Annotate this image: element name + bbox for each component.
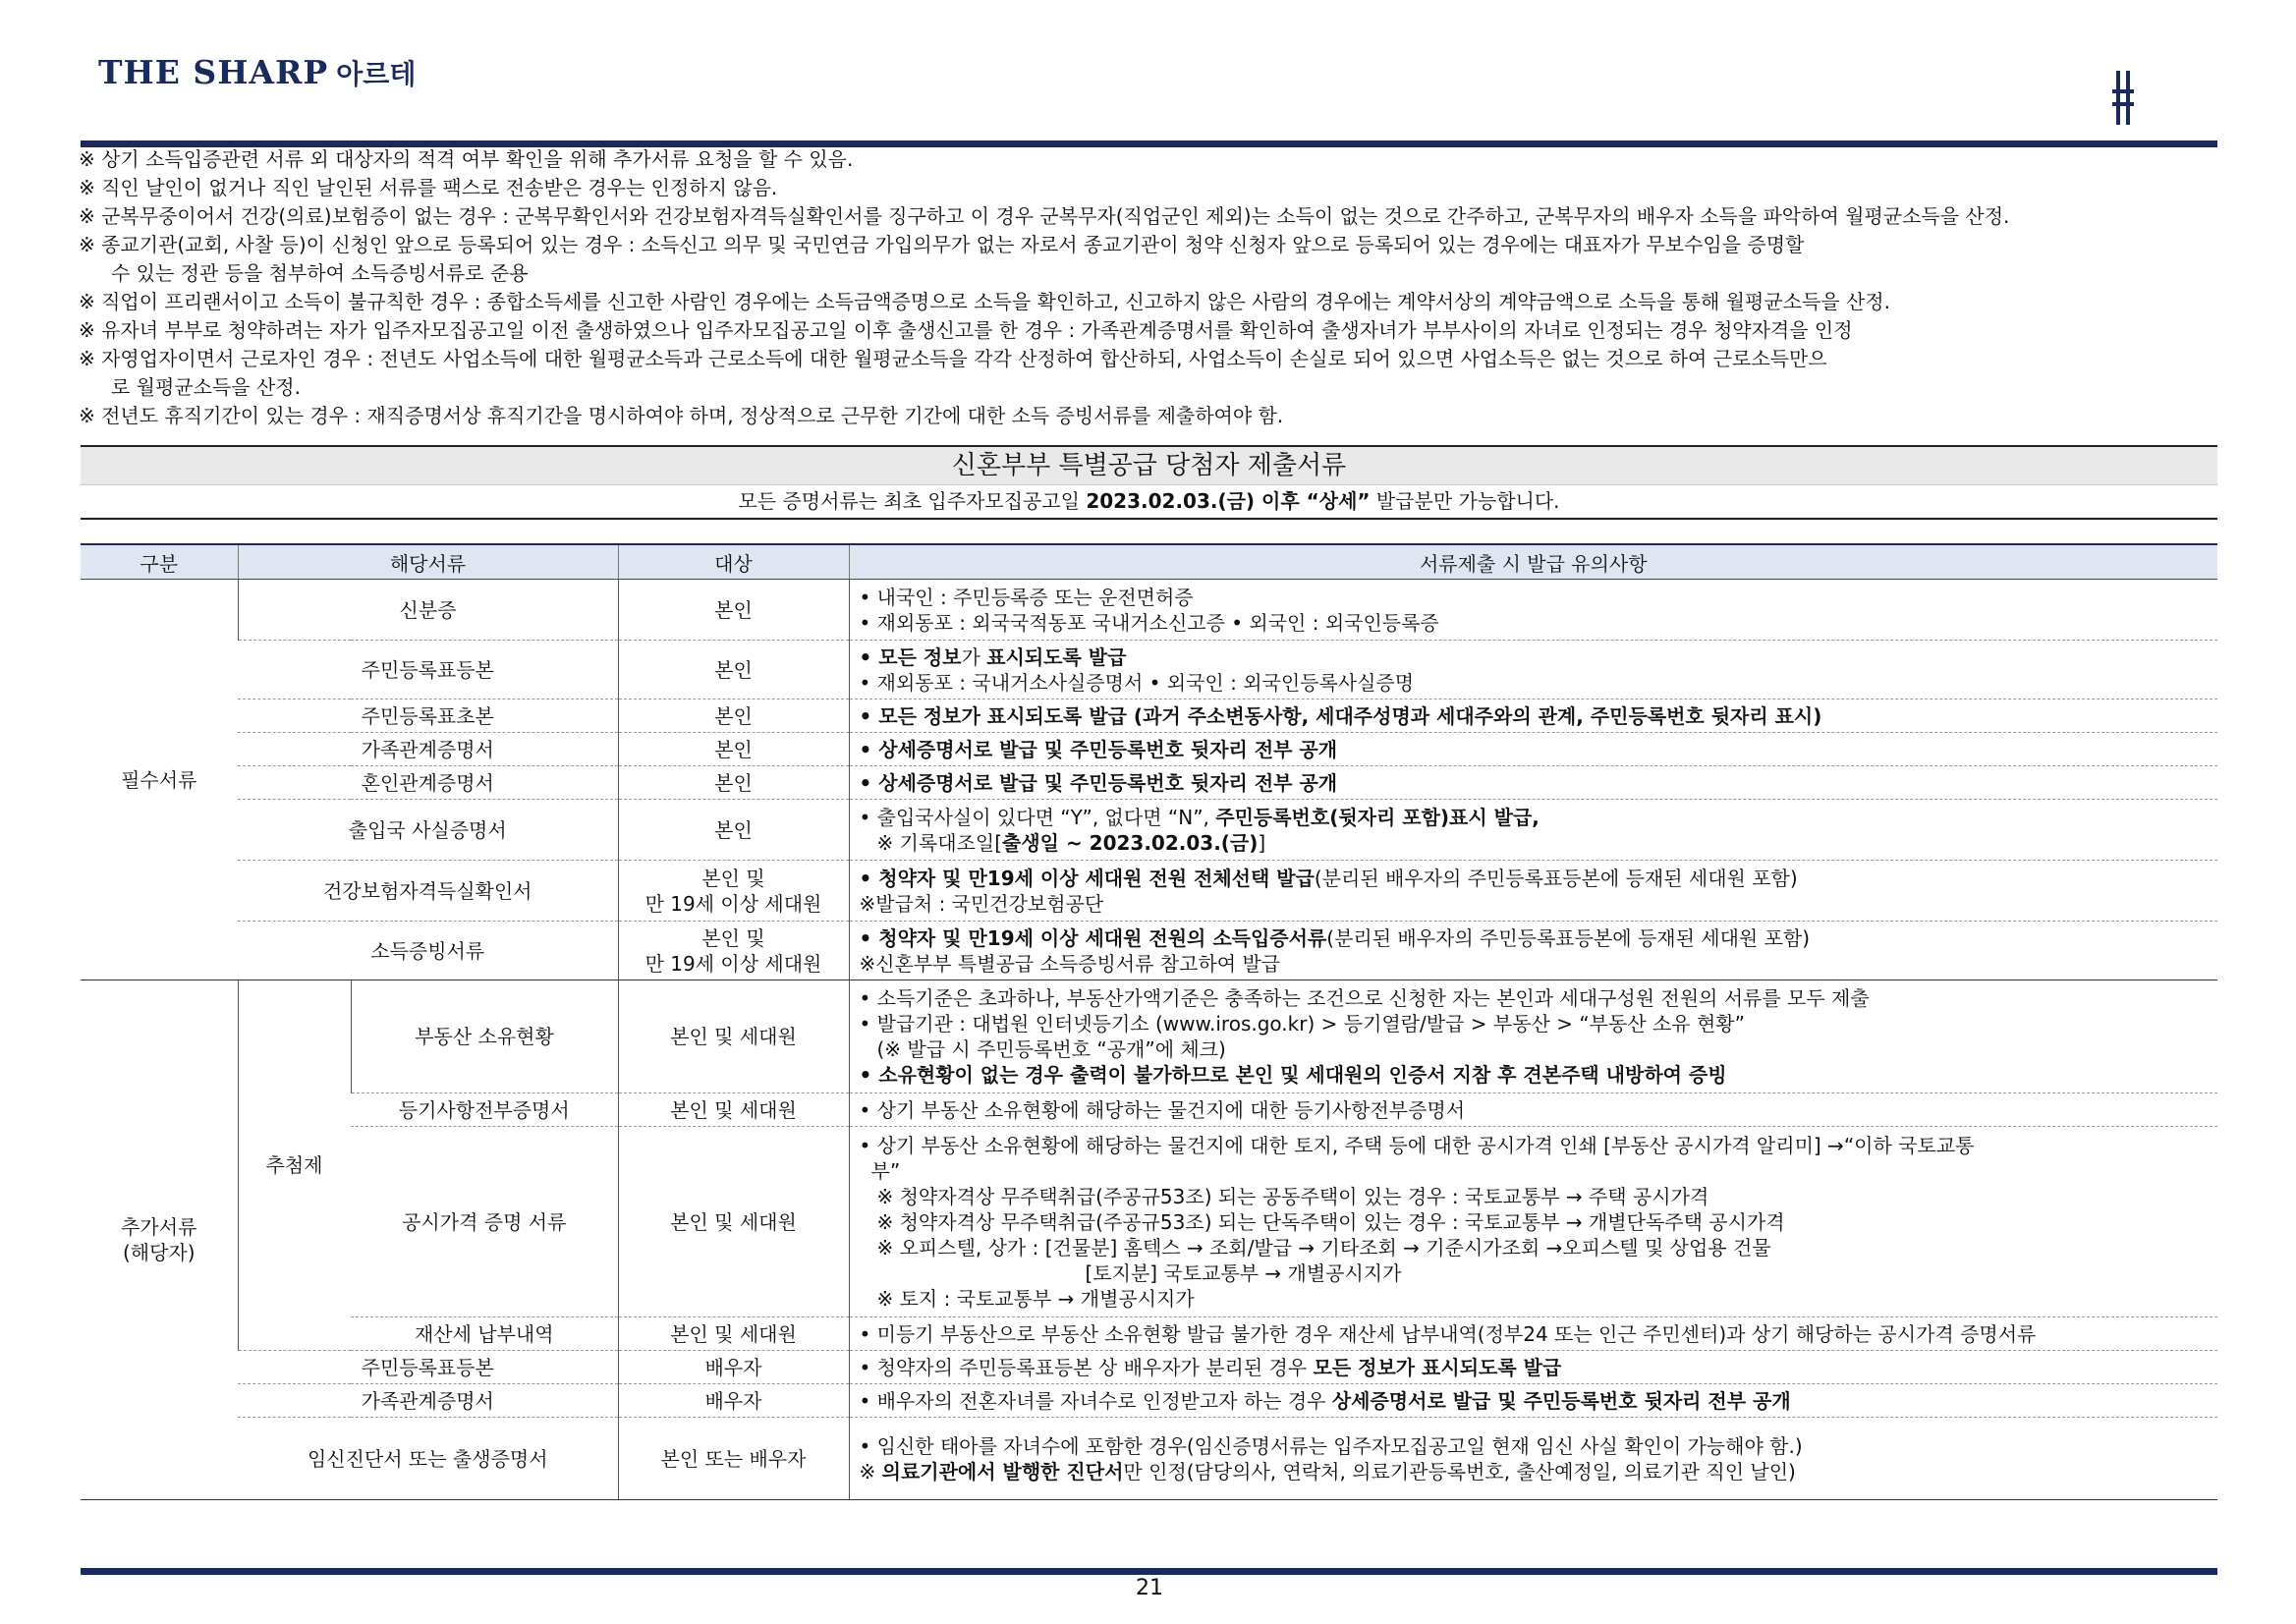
section-subtitle <box>81 485 2217 517</box>
doc-notes <box>849 1317 2217 1351</box>
note-item: ※ 자영업자이면서 근로자인 경우 : 전년도 사업소득에 대한 월평균소득과 근로소득에 대한 월평균소득을 각각 산정하여 합산하되, 사업소득이 손실로 되어 있으면 사업소득은 없는 것으로 하여 근로소득만으 <box>79 347 1827 370</box>
note-item: ※ 군복무중이어서 건강(의료)보험증이 없는 경우 : 군복무확인서와 건강보험자격득실확인서를 징구하고 이 경우 군복무자(직업군인 제외)는 소득이 없는 것으로 간주하고, 군복무자의 배우자 소득을 파악하여 월평균소득을 산정. <box>79 204 2010 228</box>
note-line: • 모든 정보가 표시되도록 발급 <box>859 644 1127 669</box>
doc-name: 출입국 사실증명서 <box>238 800 618 861</box>
note-line: • 상기 부동산 소유현황에 해당하는 물건지에 대한 등기사항전부증명서 <box>859 1097 1466 1122</box>
table-row <box>81 580 2217 641</box>
doc-target: 본인 및 만 19세 이상 세대원 <box>618 861 849 922</box>
doc-target: 본인 및 세대원 <box>618 980 849 1093</box>
table-row <box>81 980 2217 1093</box>
note-line: ※ 청약자격상 무주택취급(주공규53조) 되는 공동주택이 있는 경우 : 국토교통부 → 주택 공시가격 <box>876 1184 1709 1208</box>
note-line: (※ 발급 시 주민등록번호 “공개”에 체크) <box>876 1037 1226 1061</box>
note-line: • 청약자의 주민등록표등본 상 배우자가 분리된 경우 모든 정보가 표시되도록 발급 <box>859 1355 1562 1379</box>
table-row <box>81 1127 2217 1317</box>
doc-name: 부동산 소유현황 <box>351 980 618 1093</box>
doc-notes <box>849 700 2217 733</box>
note-line: ※신혼부부 특별공급 소득증빙서류 참고하여 발급 <box>859 951 1281 976</box>
doc-name: 임신진단서 또는 출생증명서 <box>238 1418 618 1500</box>
note-line: • 청약자 및 만19세 이상 세대원 전원의 소득입증서류(분리된 배우자의 주민등록표등본에 등재된 세대원 포함) <box>859 925 1811 950</box>
note-item: ※ 전년도 휴직기간이 있는 경우 : 재직증명서상 휴직기간을 명시하여야 하며, 정상적으로 근무한 기간에 대한 소득 증빙서류를 제출하여야 함. <box>79 404 1284 427</box>
group-additional: 추가서류 (해당자) <box>81 980 238 1500</box>
doc-notes <box>849 580 2217 641</box>
doc-target: 본인 및 세대원 <box>618 1317 849 1351</box>
note-line: • 발급기관 : 대법원 인터넷등기소 (www.iros.go.kr) > 등기열람/발급 > 부동산 > “부동산 소유 현황” <box>859 1012 1745 1036</box>
doc-name: 소득증빙서류 <box>238 922 618 980</box>
doc-notes <box>849 1418 2217 1500</box>
note-line: ※ 의료기관에서 발행한 진단서만 인정(담당의사, 연락처, 의료기관등록번호, 출산예정일, 의료기관 직인 날인) <box>859 1459 1796 1484</box>
table-row <box>81 641 2217 700</box>
doc-name: 주민등록표등본 <box>238 1351 618 1384</box>
note-item-continued: 로 월평균소득을 산정. <box>111 375 301 399</box>
doc-name: 등기사항전부증명서 <box>351 1093 618 1127</box>
note-line: ※발급처 : 국민건강보험공단 <box>859 891 1104 916</box>
note-line: [토지분] 국토교통부 → 개별공시지가 <box>1085 1260 1402 1285</box>
group-required: 필수서류 <box>81 580 238 980</box>
doc-notes <box>849 641 2217 700</box>
note-line: • 모든 정보가 표시되도록 발급 (과거 주소변동사항, 세대주성명과 세대주와의 관계, 주민등록번호 뒷자리 표시) <box>859 703 1822 728</box>
note-line: • 내국인 : 주민등록증 또는 운전면허증 <box>859 585 1194 609</box>
note-line: • 소유현황이 없는 경우 출력이 불가하므로 본인 및 세대원의 인증서 지참 후 견본주택 내방하여 증빙 <box>859 1063 1727 1087</box>
table-row <box>81 1093 2217 1127</box>
section-subtitle-date: 2023.02.03.(금) 이후 “상세” <box>1086 489 1371 513</box>
note-line: • 배우자의 전혼자녀를 자녀수로 인정받고자 하는 경우 상세증명서로 발급 및 주민등록번호 뒷자리 전부 공개 <box>859 1388 1791 1413</box>
note-item: ※ 종교기관(교회, 사찰 등)이 신청인 앞으로 등록되어 있는 경우 : 소득신고 의무 및 국민연금 가입의무가 없는 자로서 종교기관이 청약 신청자 앞으로 등록되어 있는 경우에는 대표자가 무보수임을 증명할 <box>79 233 1805 256</box>
footer-divider <box>81 1568 2217 1575</box>
brand-logo <box>98 53 416 92</box>
doc-target: 본인 또는 배우자 <box>618 1418 849 1500</box>
note-line: 부” <box>870 1158 901 1183</box>
doc-name: 신분증 <box>238 580 618 641</box>
header-target: 대상 <box>618 544 849 580</box>
doc-target: 본인 및 세대원 <box>618 1127 849 1317</box>
doc-name: 건강보험자격득실확인서 <box>238 861 618 922</box>
doc-name: 주민등록표등본 <box>238 641 618 700</box>
doc-target: 본인 <box>618 641 849 700</box>
note-line: • 소득기준은 초과하나, 부동산가액기준은 충족하는 조건으로 신청한 자는 본인과 세대구성원 전원의 서류를 모두 제출 <box>859 986 1870 1010</box>
table-row <box>81 1384 2217 1418</box>
table-row <box>81 922 2217 980</box>
doc-name: 가족관계증명서 <box>238 733 618 766</box>
doc-target: 본인 <box>618 766 849 800</box>
note-line: • 상세증명서로 발급 및 주민등록번호 뒷자리 전부 공개 <box>859 737 1338 761</box>
note-item: ※ 직인 날인이 없거나 직인 날인된 서류를 팩스로 전송받은 경우는 인정하지 않음. <box>79 176 778 199</box>
header-document: 해당서류 <box>238 544 618 580</box>
table-row <box>81 861 2217 922</box>
table-row <box>81 1317 2217 1351</box>
section-subtitle-post: 발급분만 가능합니다. <box>1370 489 1560 513</box>
sharp-symbol-icon <box>2112 71 2134 125</box>
brand-name-en: THE SHARP <box>98 53 329 91</box>
section-subtitle-pre: 모든 증명서류는 최초 입주자모집공고일 <box>738 489 1087 513</box>
note-line: ※ 오피스텔, 상가 : [건물분] 홈텍스 → 조회/발급 → 기타조회 → 기준시가조회 →오피스텔 및 상업용 건물 <box>876 1235 1771 1260</box>
doc-notes <box>849 800 2217 861</box>
documents-table <box>81 543 2217 1500</box>
note-item-continued: 수 있는 정관 등을 첨부하여 소득증빙서류로 준용 <box>111 261 529 285</box>
doc-name: 재산세 납부내역 <box>351 1317 618 1351</box>
note-line: • 재외동포 : 국내거소사실증명서 • 외국인 : 외국인등록사실증명 <box>859 670 1415 695</box>
subgroup-lottery: 추첨제 <box>238 980 351 1351</box>
header-category: 구분 <box>81 544 238 580</box>
notes-list <box>79 145 2220 430</box>
section-title: 신혼부부 특별공급 당첨자 제출서류 <box>81 447 2217 485</box>
doc-target: 본인 <box>618 800 849 861</box>
note-line: • 상기 부동산 소유현황에 해당하는 물건지에 대한 토지, 주택 등에 대한 공시가격 인쇄 [부동산 공시가격 알리미] →“이하 국토교통 <box>859 1133 1975 1157</box>
section-header <box>81 445 2217 520</box>
note-line: ※ 청약자격상 무주택취급(주공규53조) 되는 단독주택이 있는 경우 : 국토교통부 → 개별단독주택 공시가격 <box>876 1209 1785 1234</box>
doc-notes <box>849 766 2217 800</box>
doc-notes <box>849 1093 2217 1127</box>
doc-target: 본인 <box>618 700 849 733</box>
doc-notes <box>849 1127 2217 1317</box>
table-row <box>81 800 2217 861</box>
doc-name: 공시가격 증명 서류 <box>351 1127 618 1317</box>
doc-target: 본인 및 세대원 <box>618 1093 849 1127</box>
doc-target: 본인 <box>618 580 849 641</box>
doc-name: 혼인관계증명서 <box>238 766 618 800</box>
brand-name-ko: 아르테 <box>336 58 417 90</box>
doc-name: 주민등록표초본 <box>238 700 618 733</box>
doc-target: 본인 <box>618 733 849 766</box>
note-line: • 임신한 태아를 자녀수에 포함한 경우(임신증명서류는 입주자모집공고일 현재 임신 사실 확인이 가능해야 함.) <box>859 1433 1803 1458</box>
table-row <box>81 1418 2217 1500</box>
doc-name: 가족관계증명서 <box>238 1384 618 1418</box>
page-number: 21 <box>1136 1576 1163 1600</box>
doc-target: 배우자 <box>618 1384 849 1418</box>
doc-notes <box>849 733 2217 766</box>
note-line: • 재외동포 : 외국국적동포 국내거소신고증 • 외국인 : 외국인등록증 <box>859 610 1439 635</box>
table-row <box>81 733 2217 766</box>
note-item: ※ 상기 소득입증관련 서류 외 대상자의 적격 여부 확인을 위해 추가서류 요청을 할 수 있음. <box>79 147 854 171</box>
doc-notes <box>849 861 2217 922</box>
table-row <box>81 766 2217 800</box>
table-header-row <box>81 544 2217 580</box>
doc-notes <box>849 980 2217 1093</box>
note-line: • 미등기 부동산으로 부동산 소유현황 발급 불가한 경우 재산세 납부내역(정부24 또는 인근 주민센터)과 상기 해당하는 공시가격 증명서류 <box>859 1321 2037 1346</box>
note-line: • 청약자 및 만19세 이상 세대원 전원 전체선택 발급(분리된 배우자의 주민등록표등본에 등재된 세대원 포함) <box>859 866 1798 890</box>
doc-target: 본인 및 만 19세 이상 세대원 <box>618 922 849 980</box>
table-row <box>81 700 2217 733</box>
note-line: ※ 기록대조일[출생일 ~ 2023.02.03.(금)] <box>876 830 1266 855</box>
note-line: • 상세증명서로 발급 및 주민등록번호 뒷자리 전부 공개 <box>859 770 1338 795</box>
table-row <box>81 1351 2217 1384</box>
header-notes: 서류제출 시 발급 유의사항 <box>849 544 2217 580</box>
doc-notes <box>849 1384 2217 1418</box>
note-line: ※ 토지 : 국토교통부 → 개별공시지가 <box>876 1286 1195 1311</box>
doc-target: 배우자 <box>618 1351 849 1384</box>
note-item: ※ 직업이 프리랜서이고 소득이 불규칙한 경우 : 종합소득세를 신고한 사람인 경우에는 소득금액증명으로 소득을 확인하고, 신고하지 않은 사람의 경우에는 계약서상의 계약금액으로 소득을 통해 월평균소득을 산정. <box>79 290 1890 313</box>
note-line: • 출입국사실이 있다면 “Y”, 없다면 “N”, 주민등록번호(뒷자리 포함)표시 발급, <box>859 805 1540 829</box>
note-item: ※ 유자녀 부부로 청약하려는 자가 입주자모집공고일 이전 출생하였으나 입주자모집공고일 이후 출생신고를 한 경우 : 가족관계증명서를 확인하여 출생자녀가 부부사이의 자녀로 인정되는 경우 청약자격을 인정 <box>79 318 1853 342</box>
doc-notes <box>849 922 2217 980</box>
doc-notes <box>849 1351 2217 1384</box>
